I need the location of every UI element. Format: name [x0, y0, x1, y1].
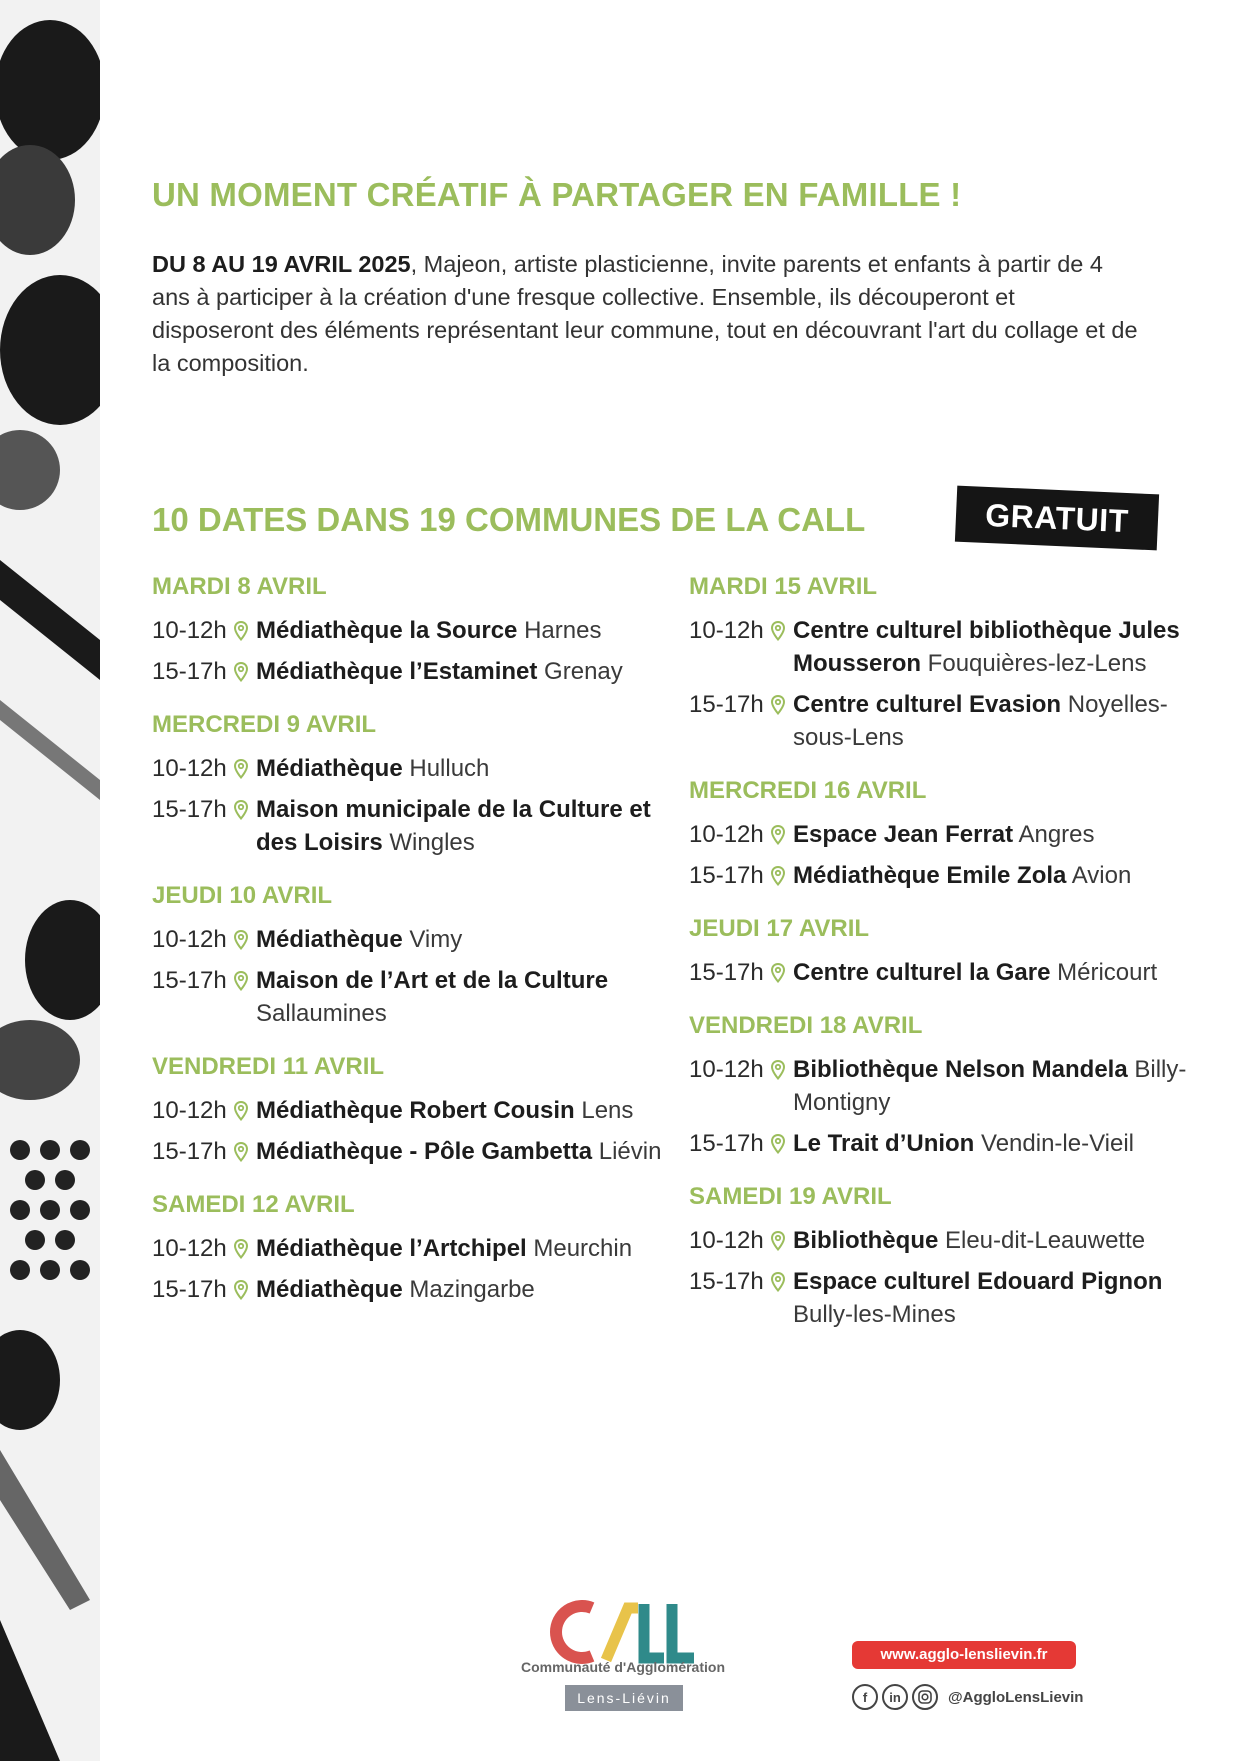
event-time: 15-17h [689, 1130, 764, 1157]
event-time: 15-17h [152, 967, 227, 994]
day-title: MARDI 15 AVRIL [689, 573, 878, 600]
day-title: SAMEDI 12 AVRIL [152, 1191, 355, 1218]
event-time: 10-12h [689, 1056, 764, 1083]
event-row [152, 752, 672, 785]
day-block [152, 710, 672, 859]
event-time: 15-17h [689, 691, 764, 718]
day-block [152, 1052, 672, 1168]
event-time: 15-17h [689, 862, 764, 889]
day-block [689, 776, 1219, 892]
event-venue: Maison de l’Art et de la Culture [256, 967, 609, 994]
day-title: SAMEDI 19 AVRIL [689, 1183, 892, 1210]
event-location [793, 614, 1219, 680]
location-pin-icon [234, 614, 254, 647]
event-location [256, 1232, 672, 1265]
event-row [152, 1273, 672, 1306]
facebook-icon[interactable]: f [852, 1684, 878, 1710]
event-town: Harnes [517, 617, 602, 644]
event-venue: Médiathèque l’Artchipel [256, 1235, 527, 1262]
event-town: Bully-les-Mines [793, 1301, 956, 1328]
event-venue: Centre culturel bibliothèque Jules Mousseron [793, 617, 1180, 677]
event-location [793, 818, 1219, 851]
event-town: Noyelles-sous-Lens [793, 691, 1168, 751]
page-headline: UN MOMENT CRÉATIF À PARTAGER EN FAMILLE ! [152, 176, 962, 213]
event-row [152, 655, 672, 688]
event-town: Vimy [402, 926, 463, 953]
event-location [793, 1053, 1219, 1119]
location-pin-icon [771, 956, 791, 989]
event-time: 15-17h [689, 959, 764, 986]
event-row [689, 688, 1219, 754]
event-row [689, 859, 1219, 892]
day-title: JEUDI 10 AVRIL [152, 882, 333, 909]
event-time: 10-12h [689, 617, 764, 644]
call-logo-box: Lens-Liévin [565, 1685, 683, 1711]
location-pin-icon [234, 1094, 254, 1127]
event-location [256, 614, 672, 647]
event-town: Eleu-dit-Leauwette [938, 1227, 1146, 1254]
event-time: 15-17h [152, 1138, 227, 1165]
event-time: 15-17h [152, 796, 227, 823]
day-block [689, 914, 1219, 989]
event-town: Méricourt [1050, 959, 1158, 986]
decorative-illustration [0, 0, 100, 1761]
event-location [793, 956, 1219, 989]
intro-dates: DU 8 AU 19 AVRIL 2025 [152, 251, 411, 277]
event-row [689, 1053, 1219, 1119]
day-block [689, 1011, 1219, 1160]
free-badge: GRATUIT [955, 486, 1159, 551]
location-pin-icon [771, 1224, 791, 1257]
event-row [689, 956, 1219, 989]
event-venue: Bibliothèque Nelson Mandela [793, 1056, 1128, 1083]
day-block [152, 881, 672, 1030]
event-location [793, 859, 1219, 892]
location-pin-icon [234, 793, 254, 826]
location-pin-icon [771, 818, 791, 851]
location-pin-icon [234, 923, 254, 956]
event-row [152, 923, 672, 956]
event-venue: Médiathèque [256, 926, 403, 953]
event-location [256, 793, 672, 859]
schedule-right-column [689, 572, 1219, 1353]
event-time: 10-12h [689, 821, 764, 848]
event-venue: Médiathèque Emile Zola [793, 862, 1067, 889]
event-town: Sallaumines [256, 1000, 387, 1027]
event-venue: Centre culturel la Gare [793, 959, 1051, 986]
dates-section-title: 10 DATES DANS 19 COMMUNES DE LA CALL [152, 501, 866, 538]
instagram-icon[interactable] [912, 1684, 938, 1710]
day-title: JEUDI 17 AVRIL [689, 915, 870, 942]
event-location [256, 923, 672, 956]
location-pin-icon [771, 614, 791, 647]
event-time: 10-12h [152, 617, 227, 644]
event-time: 10-12h [152, 1097, 227, 1124]
day-title: VENDREDI 11 AVRIL [152, 1053, 385, 1080]
location-pin-icon [234, 1135, 254, 1168]
event-location [256, 655, 672, 688]
location-pin-icon [771, 1127, 791, 1160]
location-pin-icon [771, 1265, 791, 1298]
event-venue: Espace culturel Edouard Pignon [793, 1268, 1163, 1295]
event-row [152, 1232, 672, 1265]
website-link[interactable]: www.agglo-lenslievin.fr [852, 1641, 1076, 1669]
event-venue: Le Trait d’Union [793, 1130, 975, 1157]
location-pin-icon [234, 1232, 254, 1265]
event-time: 10-12h [152, 755, 227, 782]
event-venue: Médiathèque Robert Cousin [256, 1097, 575, 1124]
social-links [852, 1683, 1083, 1711]
intro-body: , Majeon, artiste plasticienne, invite parents et enfants à partir de 4 ans à participer à la création d'une fresque collective. Ensemble, ils découperont et disposeront des éléments représentant leur commune, tout en découvrant l'art du collage et de la composition. [152, 251, 1138, 376]
call-logo-subtitle: Communauté d'Agglomération [521, 1659, 725, 1675]
day-title: VENDREDI 18 AVRIL [689, 1012, 923, 1039]
event-venue: Médiathèque - Pôle Gambetta [256, 1138, 593, 1165]
event-town: Fouquières-lez-Lens [921, 650, 1147, 677]
event-venue: Médiathèque [256, 755, 403, 782]
event-row [689, 614, 1219, 680]
event-venue: Médiathèque l’Estaminet [256, 658, 538, 685]
location-pin-icon [771, 688, 791, 721]
event-row [152, 793, 672, 859]
location-pin-icon [234, 964, 254, 997]
event-town: Grenay [537, 658, 623, 685]
schedule-left-column [152, 572, 672, 1328]
event-venue: Bibliothèque [793, 1227, 939, 1254]
intro-paragraph [152, 248, 1142, 380]
event-row [152, 614, 672, 647]
day-block [152, 1190, 672, 1306]
event-location [256, 1094, 672, 1127]
event-location [793, 688, 1219, 754]
event-row [689, 1127, 1219, 1160]
event-town: Avion [1066, 862, 1132, 889]
event-time: 10-12h [689, 1227, 764, 1254]
day-block [152, 572, 672, 688]
location-pin-icon [771, 1053, 791, 1086]
day-title: MERCREDI 9 AVRIL [152, 711, 377, 738]
event-venue: Maison municipale de la Culture et des Loisirs [256, 796, 651, 856]
event-venue: Médiathèque [256, 1276, 403, 1303]
event-venue: Centre culturel Evasion [793, 691, 1062, 718]
day-block [689, 572, 1219, 754]
event-time: 10-12h [152, 926, 227, 953]
location-pin-icon [234, 752, 254, 785]
location-pin-icon [234, 655, 254, 688]
event-town: Vendin-le-Vieil [974, 1130, 1134, 1157]
event-location [256, 1273, 672, 1306]
event-location [256, 964, 672, 1030]
event-time: 15-17h [152, 658, 227, 685]
event-town: Mazingarbe [402, 1276, 535, 1303]
event-town: Meurchin [526, 1235, 633, 1262]
event-row [689, 1224, 1219, 1257]
event-row [152, 964, 672, 1030]
event-location [793, 1265, 1219, 1331]
event-location [793, 1127, 1219, 1160]
event-town: Wingles [382, 829, 475, 856]
event-time: 10-12h [152, 1235, 227, 1262]
location-pin-icon [234, 1273, 254, 1306]
event-venue: Espace Jean Ferrat [793, 821, 1014, 848]
event-row [152, 1094, 672, 1127]
event-town: Liévin [592, 1138, 662, 1165]
event-location [256, 752, 672, 785]
event-row [689, 1265, 1219, 1331]
event-time: 15-17h [152, 1276, 227, 1303]
event-location [793, 1224, 1219, 1257]
social-handle: @AggloLensLievin [948, 1688, 1084, 1706]
event-venue: Médiathèque la Source [256, 617, 518, 644]
day-title: MERCREDI 16 AVRIL [689, 777, 927, 804]
location-pin-icon [771, 859, 791, 892]
event-town: Angres [1013, 821, 1095, 848]
event-row [689, 818, 1219, 851]
day-block [689, 1182, 1219, 1331]
event-time: 15-17h [689, 1268, 764, 1295]
event-location [256, 1135, 672, 1168]
linkedin-icon[interactable]: in [882, 1684, 908, 1710]
day-title: MARDI 8 AVRIL [152, 573, 327, 600]
event-town: Lens [574, 1097, 634, 1124]
event-row [152, 1135, 672, 1168]
event-town: Hulluch [402, 755, 490, 782]
event-town: Billy-Montigny [793, 1056, 1187, 1116]
